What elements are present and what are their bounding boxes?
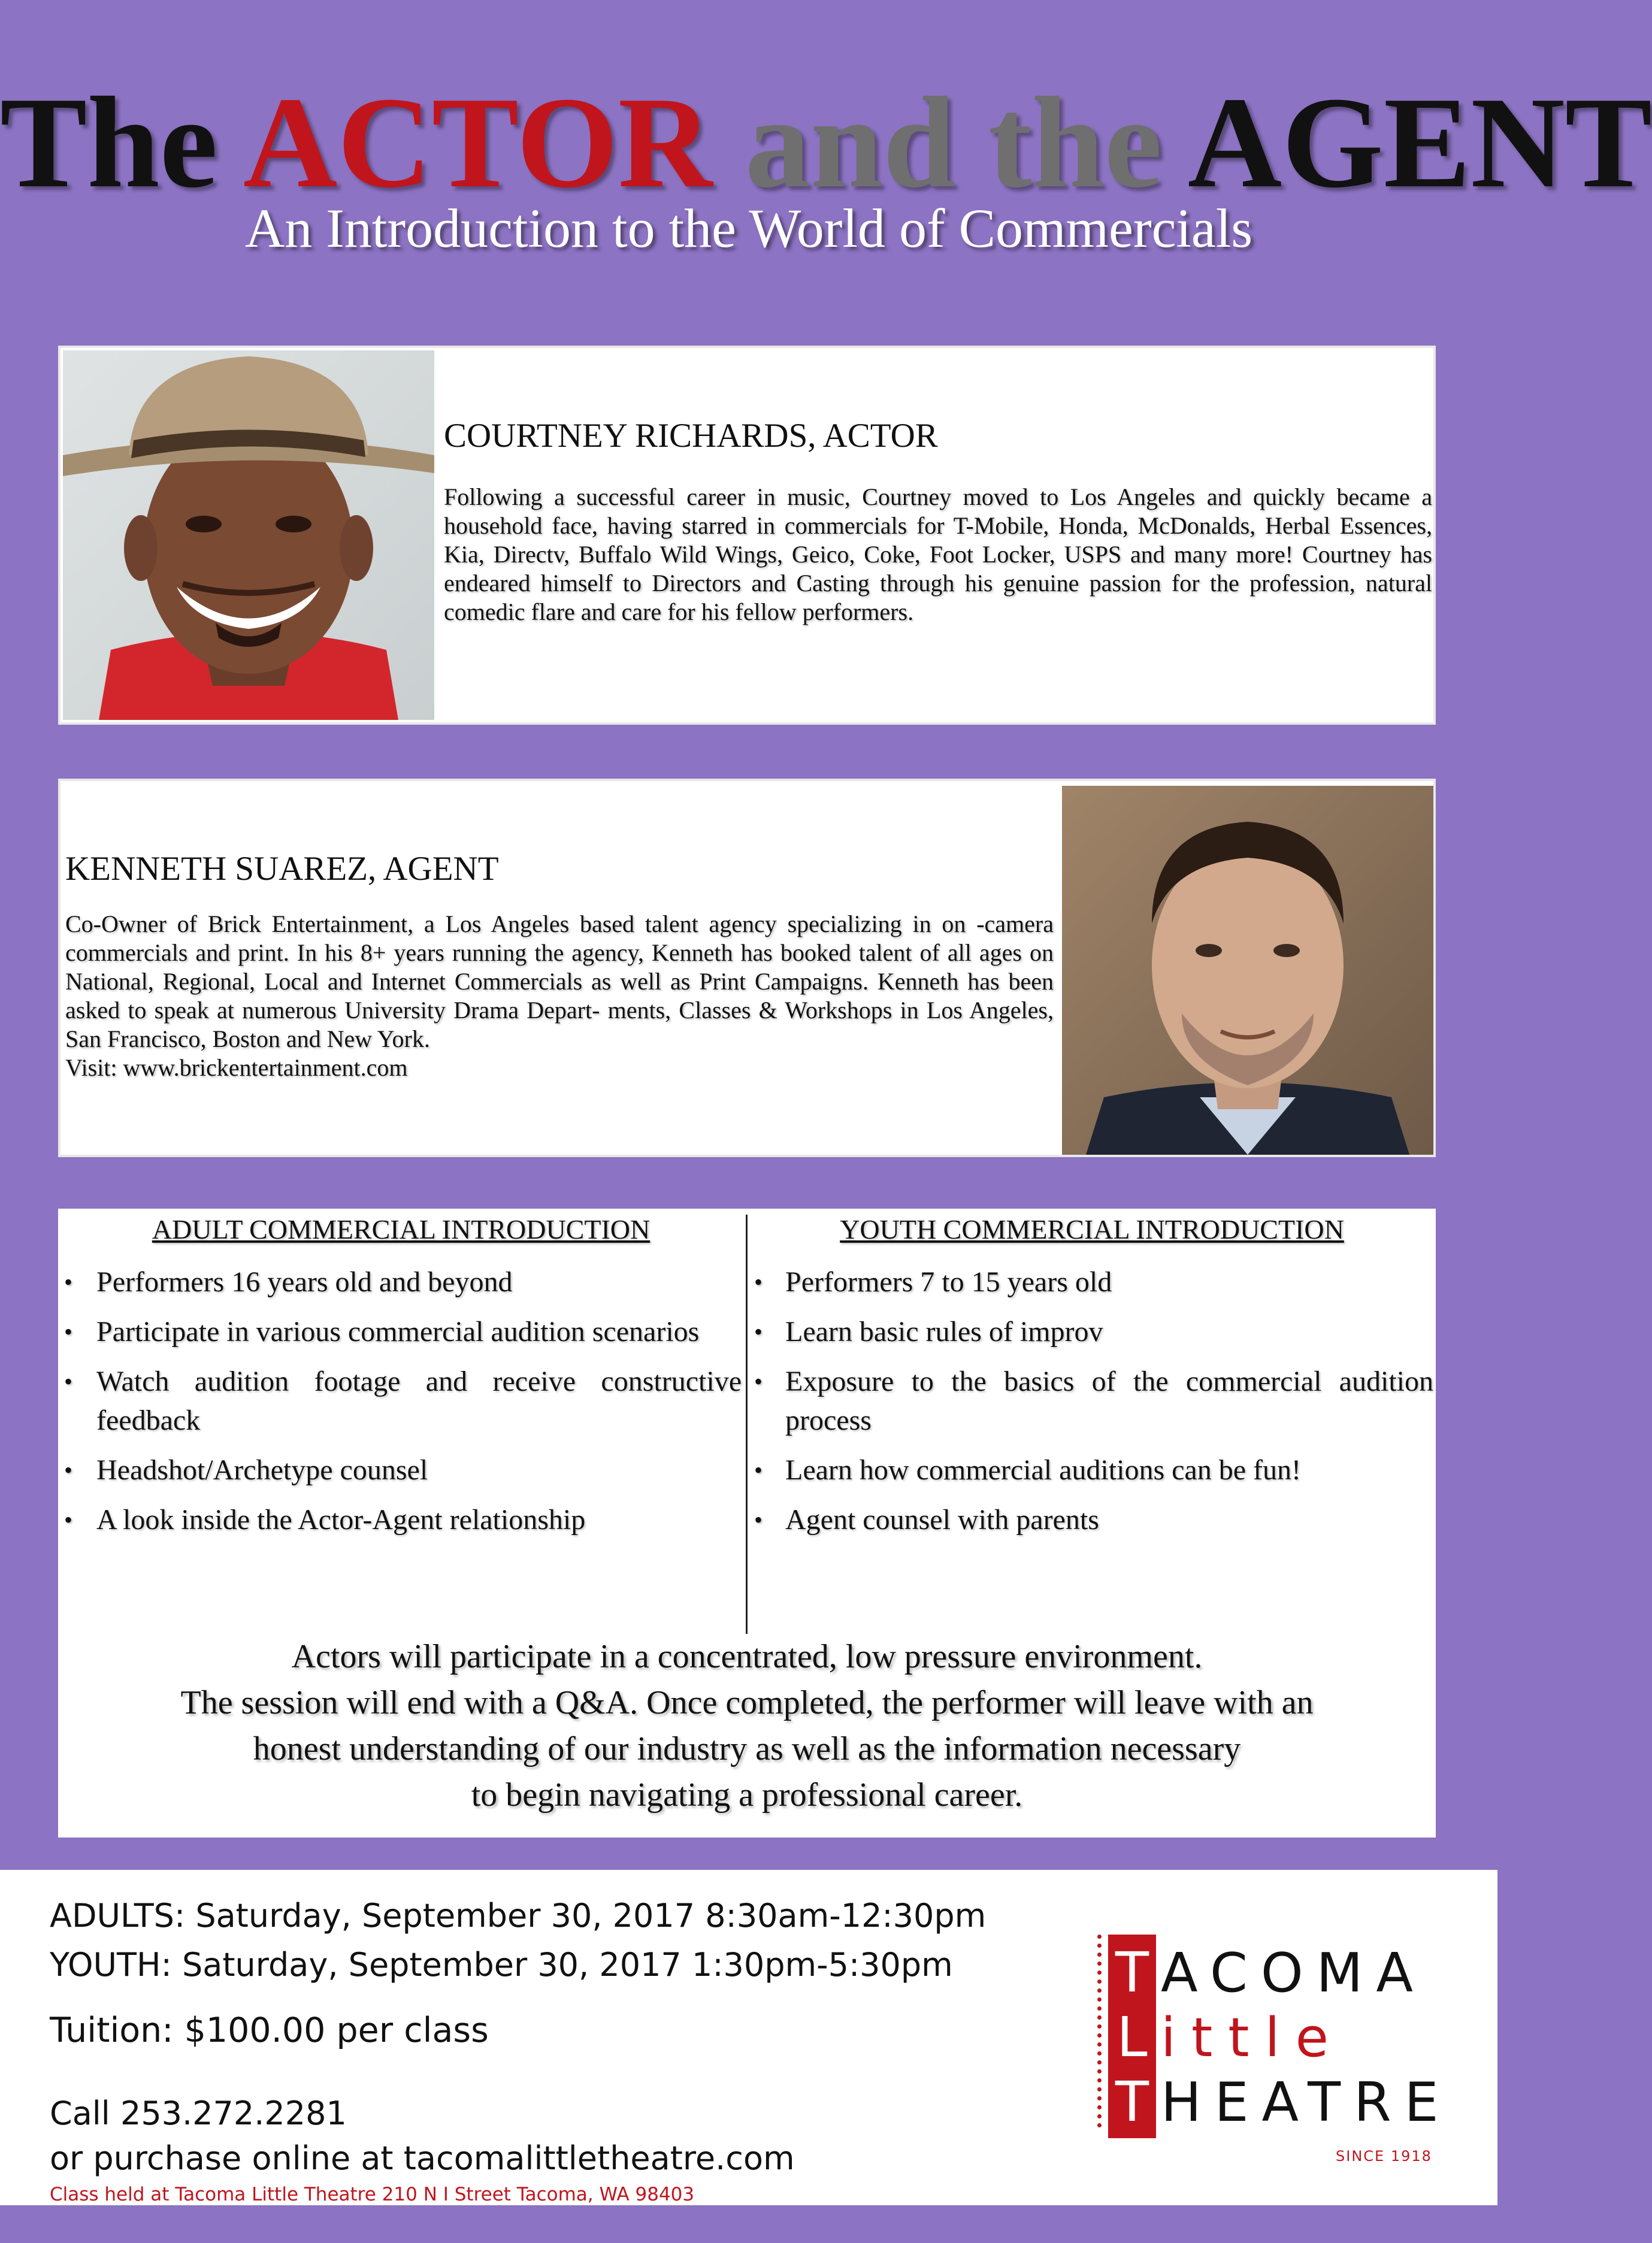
list-item: • Performers 16 years old and beyond [58, 1263, 744, 1301]
agent-name: KENNETH SUAREZ, AGENT [65, 850, 499, 888]
list-item: • Performers 7 to 15 years old [748, 1263, 1436, 1301]
list-item: • Learn basic rules of improv [748, 1312, 1436, 1351]
actor-name: COURTNEY RICHARDS, ACTOR [444, 417, 938, 455]
adult-list [58, 1263, 744, 1550]
logo-dots [1096, 1935, 1103, 2138]
purchase-link[interactable]: or purchase online at tacomalittletheatre.com [50, 2139, 795, 2177]
actor-bio: Following a successful career in music, Courtney moved to Los Angeles and quickly became a household face, having starred in commercials for T-Mobile, Honda, McDonalds, Herbal Essences, Kia, Directv, Buffalo Wild Wings, Geico, Coke, Foot Locker, USPS and many more! Courtney has endeared himself to Directors and Casting through his genuine passion for the profession, natural comedic flare and care for his fellow performers. [444, 483, 1432, 625]
logo-word-heatre: HEATRE [1161, 2071, 1452, 2134]
agent-bio [65, 910, 1054, 1082]
title-agent: AGENT [1187, 71, 1652, 215]
adult-heading: ADULT COMMERCIAL INTRODUCTION [152, 1214, 650, 1245]
agent-website: Visit: www.brickentertainment.com [65, 1054, 408, 1081]
closing-line: Actors will participate in a concentrated, low pressure environment. [291, 1638, 1203, 1675]
youth-session-date: YOUTH: Saturday, September 30, 2017 1:30pm-5:30pm [50, 1946, 953, 1984]
programs-panel [58, 1209, 1436, 1838]
phone-number: Call 253.272.2281 [50, 2094, 347, 2132]
closing-statement [58, 1634, 1436, 1818]
actor-card [58, 346, 1436, 725]
closing-line: to begin navigating a professional career. [471, 1776, 1023, 1814]
agent-bio-text: Co-Owner of Brick Entertainment, a Los Angeles based talent agency specializing in on -camera commercials and print. In his 8+ years running the agency, Kenneth has booked talent of all ages on National, Regional, Local and Internet Commercials as well as Print Campaigns. Kenneth has been asked to speak at numerous University Drama Depart- ments, Classes & Workshops in Los Angeles, San Francisco, Boston and New York. [65, 910, 1054, 1052]
tuition-price: Tuition: $100.00 per class [50, 2011, 489, 2050]
list-item: • Agent counsel with parents [748, 1500, 1436, 1539]
logo-letter-l: L [1117, 2005, 1148, 2069]
class-location: Class held at Tacoma Little Theatre 210 N I Street Tacoma, WA 98403 [50, 2184, 695, 2205]
column-divider [746, 1215, 748, 1634]
closing-line: honest understanding of our industry as well as the information necessary [253, 1730, 1241, 1767]
list-item: • Learn how commercial auditions can be fun! [748, 1451, 1436, 1490]
logo-since: SINCE 1918 [1336, 2148, 1432, 2165]
event-info-panel [0, 1870, 1497, 2205]
title-the: The [0, 71, 218, 215]
poster-title [0, 71, 1652, 215]
actor-photo [63, 350, 434, 720]
adult-session-date: ADULTS: Saturday, September 30, 2017 8:30am-12:30pm [50, 1897, 987, 1935]
list-item: • Watch audition footage and receive constructive feedback [58, 1362, 744, 1440]
poster-subtitle: An Introduction to the World of Commercials [244, 198, 1253, 259]
list-item: • A look inside the Actor-Agent relationship [58, 1500, 744, 1539]
title-actor: ACTOR [243, 71, 713, 215]
list-item: • Headshot/Archetype counsel [58, 1451, 744, 1490]
youth-heading: YOUTH COMMERCIAL INTRODUCTION [840, 1214, 1344, 1245]
agent-card [58, 779, 1436, 1157]
logo-word-ittle: ittle [1161, 2006, 1344, 2069]
closing-line: The session will end with a Q&A. Once completed, the performer will leave with an [180, 1684, 1314, 1721]
list-item: • Exposure to the basics of the commercial audition process [748, 1362, 1436, 1440]
logo-word-acoma: ACOMA [1161, 1942, 1426, 2005]
logo-letter-t1: T [1115, 1941, 1149, 2005]
title-and-the: and the [745, 71, 1163, 215]
logo-letter-t2: T [1115, 2070, 1149, 2134]
youth-list [748, 1263, 1436, 1550]
list-item: • Participate in various commercial audition scenarios [58, 1312, 744, 1351]
tacoma-little-theatre-logo [1096, 1935, 1452, 2138]
agent-photo [1062, 786, 1433, 1155]
